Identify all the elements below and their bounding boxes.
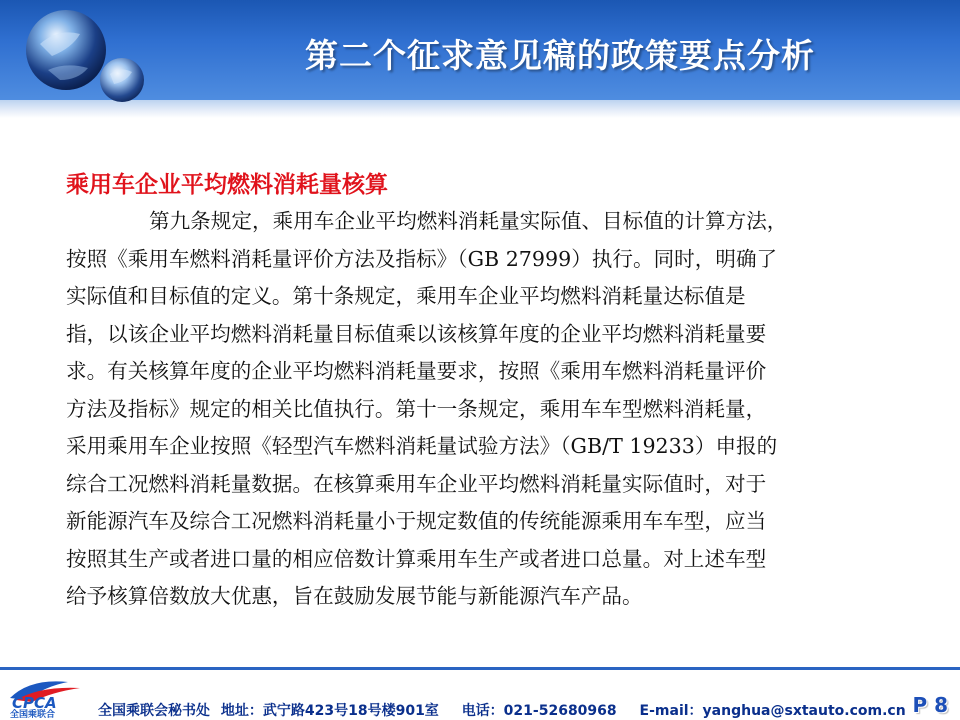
footer-contact: [98, 700, 924, 720]
body-line: 采用乘用车企业按照《轻型汽车燃料消耗量试验方法》（GB/T 19233）申报的: [66, 434, 778, 458]
body-line: 指，以该企业平均燃料消耗量目标值乘以该核算年度的企业平均燃料消耗量要: [66, 321, 767, 346]
cpca-logo: [6, 676, 86, 718]
footer-divider: [0, 667, 960, 670]
body-line: 综合工况燃料消耗量数据。在核算乘用车企业平均燃料消耗量实际值时，对于: [66, 471, 767, 496]
body-line: 第九条规定，乘用车企业平均燃料消耗量实际值、目标值的计算方法，: [149, 209, 788, 233]
body-line: 方法及指标》规定的相关比值执行。第十一条规定，乘用车车型燃料消耗量，: [66, 396, 767, 421]
slide-title: 第二个征求意见稿的政策要点分析: [305, 36, 815, 75]
footer-email: E-mail：yanghua@sxtauto.com.cn: [639, 703, 906, 719]
body-line: 求。有关核算年度的企业平均燃料消耗量要求，按照《乘用车燃料消耗量评价: [66, 359, 767, 383]
page-number: P 8: [912, 693, 948, 717]
footer-phone: 电话：021-52680968: [461, 703, 617, 719]
body-line: 给予核算倍数放大优惠，旨在鼓励发展节能与新能源汽车产品。: [66, 584, 643, 608]
cpca-logo-subtext: 全国乘联合: [10, 710, 56, 718]
footer-address: 地址：武宁路423号18号楼901室: [220, 703, 439, 719]
cpca-logo-text: CPCA: [12, 694, 57, 712]
section-heading: 乘用车企业平均燃料消耗量核算: [66, 172, 388, 198]
globe-orbs-icon: [18, 4, 158, 116]
footer-org: 全国乘联会秘书处: [98, 703, 210, 719]
body-line: 按照《乘用车燃料消耗量评价方法及指标》（GB 27999）执行。同时，明确了: [66, 246, 778, 271]
body-line: 新能源汽车及综合工况燃料消耗量小于规定数值的传统能源乘用车车型，应当: [66, 509, 767, 533]
body-paragraph: [66, 203, 888, 616]
body-line: 按照其生产或者进口量的相应倍数计算乘用车生产或者进口总量。对上述车型: [66, 546, 767, 571]
body-line: 实际值和目标值的定义。第十条规定，乘用车企业平均燃料消耗量达标值是: [66, 284, 746, 308]
